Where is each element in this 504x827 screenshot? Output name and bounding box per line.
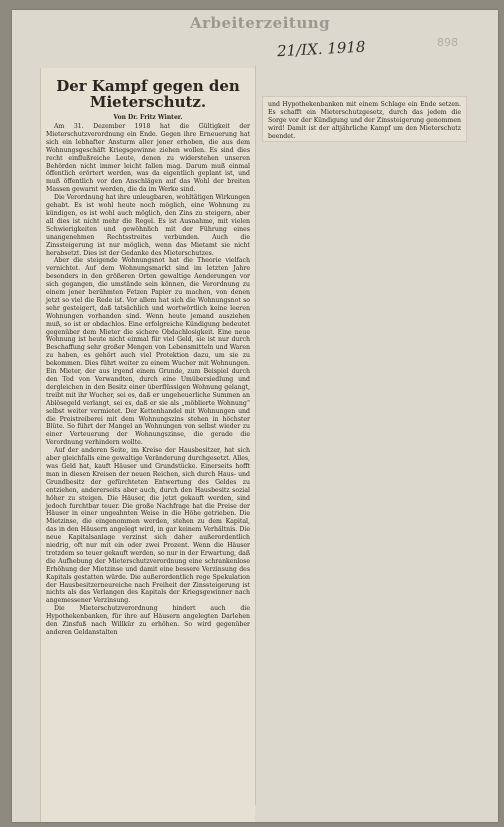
article-paragraph: Aber die steigende Wohnungsnot hat die Theorie vielfach vernichtet. Auf dem Wohnungsmarkt sind im letzten Jahre besonders in den größeren Orten gewaltige Aenderungen vor sich gegangen, die umstände sein können, die Verordnung zu einem jener berühmten Fetzen Papier zu machen, von denen jetzt so viel die Rede ist. Vor allem hat sich die Wohnungsnot so sehr gesteigert, daß tatsächlich und wortwörtlich keine leeren Wohnungen vorhanden sind. Wenn heute jemand ausziehen muß, so ist er obdachlos. Eine erfolgreiche Kündigung bedeutet gegenüber dem Mieter die sichere Obdachlosigkeit. Eine neue Wohnung ist heute nicht einmal für viel Geld, sie ist nur durch Beschaffung sehr großer Mengen von Lebensmitteln und Waren zu haben, es gehört auch viel Protektion dazu, um sie zu bekommen. Dies führt weiter zu einem Wucher mit Wohnungen. Ein Mieter, der aus irgend einem Grunde, zum Beispiel durch den Tod von Verwandten, durch eine Umübersiedlung und dergleichen in den Besitz einer überflüssigen Wohnung gelangt, treibt mit ihr Wucher, sei es, daß er ungeheuerliche Summen an Ablösegeld verlangt, sei es, daß er sie als „möblierte Wohnung“ selbst weiter vermietet. Der Kettenhandel mit Wohnungen und die Preistreiberei mit dem Wohnungszins stehen in höchster Blüte. So führt der Mangel an Wohnungen von selbst wieder zu einer Verteuerung der Wohnungszinse, die gerade die Verordnung verhindern wollte. [46,257,250,447]
archive-sheet [12,10,498,822]
article-clipping [40,68,255,822]
continuation-clipping [262,96,467,142]
article-headline [45,78,251,110]
continuation-text: und Hypothekenbanken mit einem Schlage ein Ende setzen. Es schafft ein Mieterschutzgesetz, durch das jedem die Sorge vor der Kündigung und der Zinssteigerung genommen wird! Damit ist der altjährliche Kampf um den Mieterschutz beendet. [268,101,461,140]
article-author: Von Dr. Fritz Winter. [113,114,183,121]
handwritten-date: 21/IX. 1918 [276,37,366,61]
page-number: 898 [437,36,458,49]
article-paragraph: Die Verordnung hat ihre unleugbaren, wohltätigen Wirkungen gehabt. Es ist wohl heute noch möglich, eine Wohnung zu kündigen, es ist wohl auch möglich, den Zins zu steigern, aber all dies ist nicht mehr die Regel. Es ist Ausnahme, mit vielen Schwierigkeiten und gewöhnlich mit der Führung eines unangenehmen Rechtsstreites verbunden. Auch die Zinssteigerung ist nur möglich, wenn das Mietamt sie nicht herabsetzt. Dies ist der Gedanke des Mieterschutzes. [46,194,250,257]
article-paragraph: Auf der anderen Seite, im Kreise der Hausbesitzer, hat sich aber gleichfalls eine gewaltige Veränderung durchgesetzt. Alles, was Geld hat, kauft Häuser und Grundstücke. Einerseits hofft man in diesen Kreisen der neuen Reichen, sich durch Haus- und Grundbesitz der gefürchteten Entwertung des Geldes zu entziehen, andererseits aber auch, durch den Hausbesitz sozial höher zu steigen. Die Häuser, die jetzt gekauft werden, sind jedoch furchtbar teuer. Die große Nachfrage hat die Preise der Häuser in einer ungeahnten Weise in die Höhe getrieben. Die Mietzinse, die eingenommen werden, stehen zu dem Kapital, das in den Häusern angelegt wird, in gar keinem Verhältnis. Die neue Kapitalsanlage verzinst sich daher außerordentlich niedrig, oft nur mit ein oder zwei Prozent. Wenn die Häuser trotzdem so teuer gekauft werden, so nur in der Erwartung, daß die Aufhebung der Mieterschutzverordnung eine schrankenlose Erhöhung der Mietzinse und damit eine bessere Verzinsung des Kapitals gestatten würde. Die außerordentlich rege Spekulation der Hausbesitzerneureiche nach Freiheit der Zinssteigerung ist nichts als das Verlangen des Kapitals der Kriegsgewinner nach angemessener Verzinsung. [46,447,250,605]
sheet-fold-line [255,65,256,805]
headline-line-2: Mieterschutz. [89,93,207,111]
article-paragraph: Am 31. Dezember 1918 hat die Gültigkeit der Mieterschutzverordnung ein Ende. Gegen ihre Erneuerung hat sich ein lebhafter Ansturm aller jener erhoben, die aus dem Wohnungsgeschäft Kriegsgewinne ziehen wollen. Es sind dies recht einflußreiche Leute, denen zu widerstehen unseren Behörden nicht immer leicht fallen mag. Darum muß einmal öffentlich erörtert werden, was da eigentlich geplant ist, und muß öffentlich vor den Anschlägen auf das Wohl der breiten Massen gewarnt werden, die da im Werke sind. [46,123,250,194]
headline-line-1: Der Kampf gegen den [56,77,240,95]
article-paragraph: Die Mieterschutzverordnung hindert auch die Hypothekenbanken, für ihre auf Häusern angelegten Darlehen den Zinsfuß nach Willkür zu erhöhen. So wird gegenüber anderen Geldanstalten [46,605,250,636]
newspaper-stamp: Arbeiterzeitung [190,14,331,32]
